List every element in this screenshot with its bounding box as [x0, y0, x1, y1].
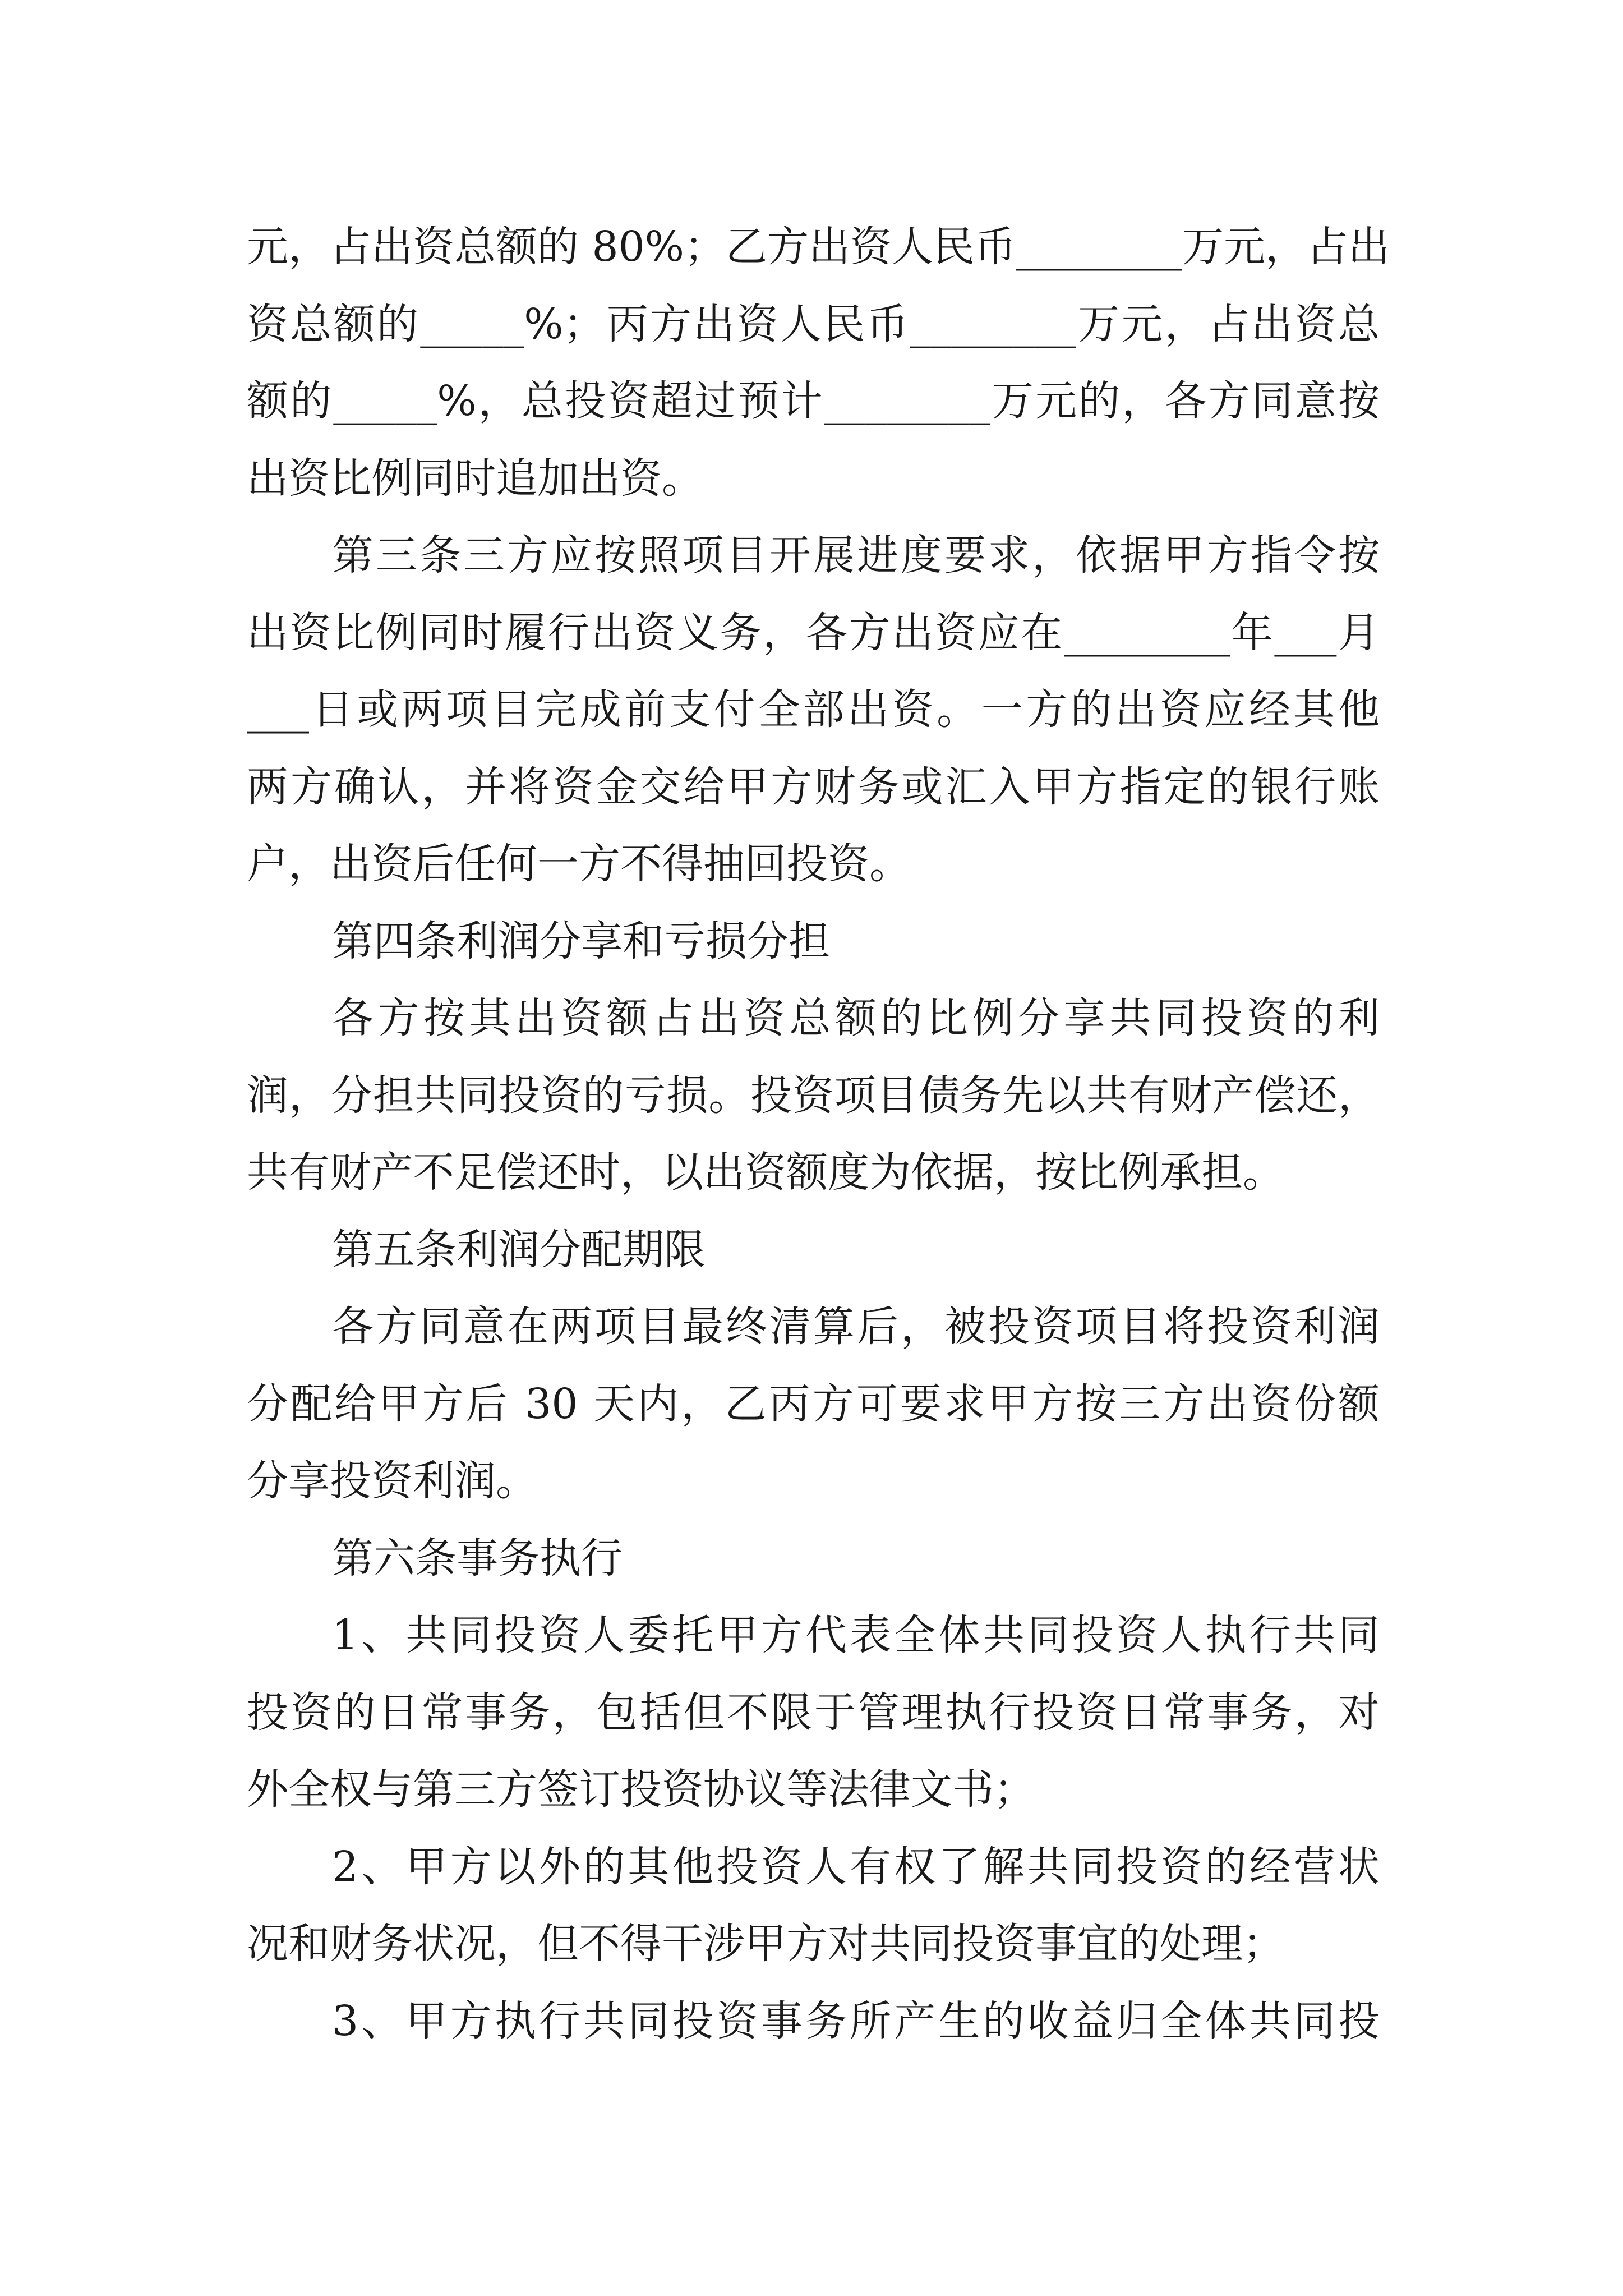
paragraph-line: 各方同意在两项目最终清算后，被投资项目将投资利润 — [332, 1303, 1380, 1351]
document-body — [247, 209, 1390, 2060]
paragraph-line: 元，占出资总额的 80%；乙方出资人民币________万元，占出 — [247, 223, 1390, 271]
paragraph-line: 额的_____%，总投资超过预计________万元的，各方同意按 — [247, 377, 1380, 425]
article-4-heading: 第四条利润分享和亏损分担 — [332, 917, 830, 965]
paragraph-line: 两方确认，并将资金交给甲方财务或汇入甲方指定的银行账 — [247, 762, 1380, 811]
paragraph-line: 2、甲方以外的其他投资人有权了解共同投资的经营状 — [332, 1842, 1380, 1891]
paragraph-line: 分配给甲方后 30 天内，乙丙方可要求甲方按三方出资份额 — [247, 1379, 1380, 1428]
paragraph-line: 外全权与第三方签订投资协议等法律文书； — [247, 1765, 1035, 1814]
paragraph-line: 资总额的_____%；丙方出资人民币________万元，占出资总 — [247, 300, 1380, 348]
paragraph-line: 1、共同投资人委托甲方代表全体共同投资人执行共同 — [332, 1611, 1380, 1659]
paragraph-line: 共有财产不足偿还时，以出资额度为依据，按比例承担。 — [247, 1148, 1284, 1197]
paragraph-line: 3、甲方执行共同投资事务所产生的收益归全体共同投 — [332, 1996, 1380, 2045]
article-3-line: 第三条三方应按照项目开展进度要求，依据甲方指令按 — [332, 531, 1380, 579]
paragraph-line: 出资比例同时履行出资义务，各方出资应在________年___月 — [247, 608, 1380, 657]
article-6-heading: 第六条事务执行 — [332, 1534, 623, 1582]
paragraph-line: 分享投资利润。 — [247, 1457, 537, 1505]
paragraph-line: ___日或两项目完成前支付全部出资。一方的出资应经其他 — [247, 685, 1380, 734]
paragraph-line: 各方按其出资额占出资总额的比例分享共同投资的利 — [332, 994, 1380, 1042]
article-5-heading: 第五条利润分配期限 — [332, 1225, 706, 1274]
paragraph-line: 况和财务状况，但不得干涉甲方对共同投资事宜的处理； — [247, 1920, 1284, 1968]
paragraph-line: 户，出资后任何一方不得抽回投资。 — [247, 840, 911, 888]
paragraph-line: 润，分担共同投资的亏损。投资项目债务先以共有财产偿还， — [247, 1071, 1380, 1120]
paragraph-line: 出资比例同时追加出资。 — [247, 454, 703, 503]
paragraph-line: 投资的日常事务，包括但不限于管理执行投资日常事务，对 — [247, 1688, 1380, 1737]
